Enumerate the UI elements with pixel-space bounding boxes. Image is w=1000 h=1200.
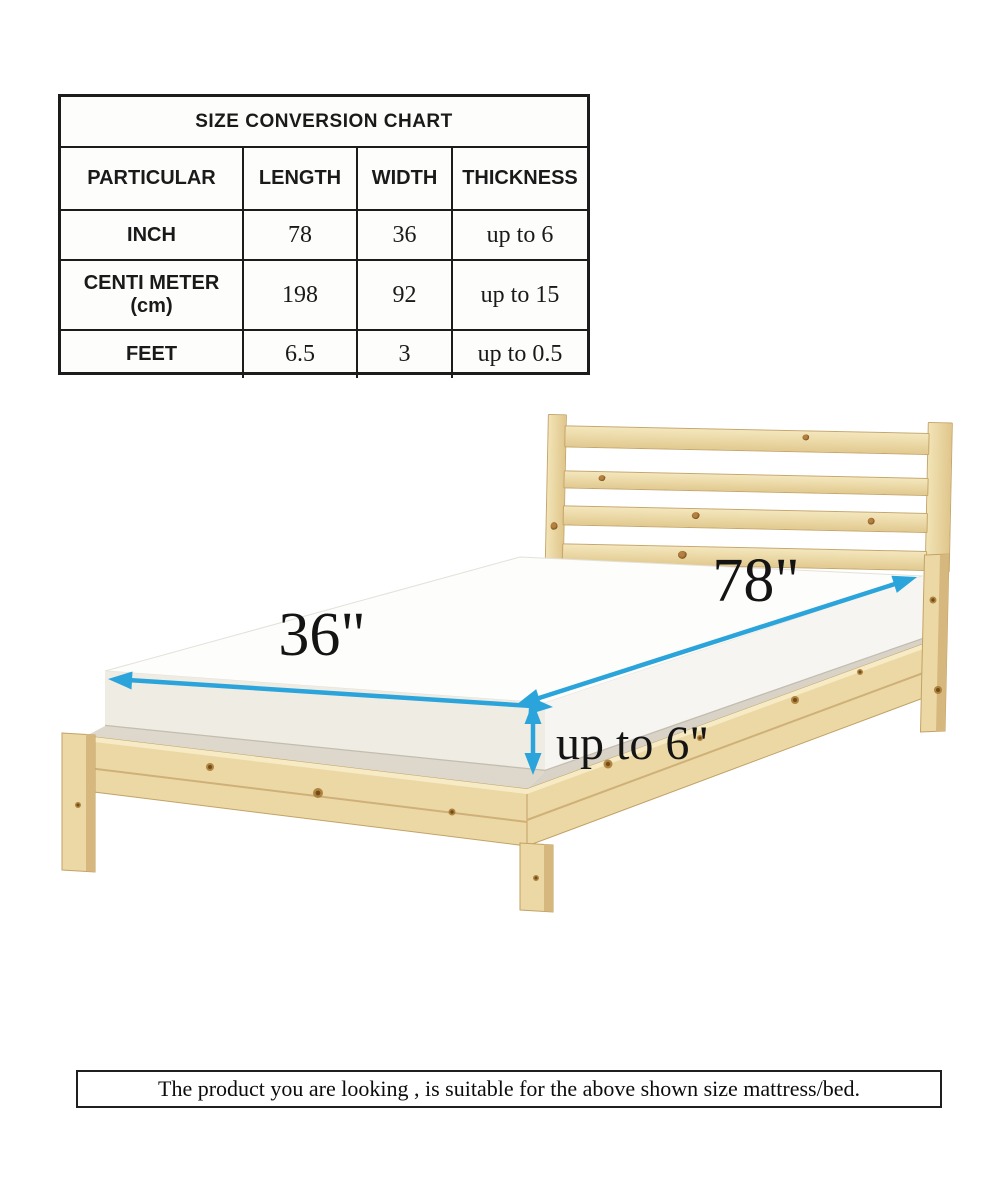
column-header-thickness: THICKNESS <box>451 148 587 209</box>
table-title: SIZE CONVERSION CHART <box>61 97 587 148</box>
column-header-length: LENGTH <box>242 148 356 209</box>
cell-feet-width: 3 <box>356 329 451 378</box>
cell-cm-thickness: up to 15 <box>451 259 587 329</box>
cell-inch-width: 36 <box>356 209 451 259</box>
column-header-particular: PARTICULAR <box>87 167 216 189</box>
column-header-width: WIDTH <box>356 148 451 209</box>
cell-inch-length: 78 <box>242 209 356 259</box>
width-dimension-label: 36" <box>278 601 366 669</box>
bed-illustration <box>0 380 1000 1040</box>
cell-feet-length: 6.5 <box>242 329 356 378</box>
row-label-text: INCH <box>127 223 176 246</box>
cell-feet-thickness: up to 0.5 <box>451 329 587 378</box>
note-text: The product you are looking , is suitable for the above shown size mattress/bed. <box>158 1076 860 1101</box>
thickness-dimension-label: up to 6" <box>556 717 709 770</box>
cell-inch-thickness: up to 6 <box>451 209 587 259</box>
length-dimension-label: 78" <box>712 547 800 615</box>
cell-cm-width: 92 <box>356 259 451 329</box>
row-label-text: CENTI METER <box>83 272 220 294</box>
cell-cm-length: 198 <box>242 259 356 329</box>
row-label-text: FEET <box>125 343 178 365</box>
row-label-subtext: (cm) <box>130 295 173 317</box>
